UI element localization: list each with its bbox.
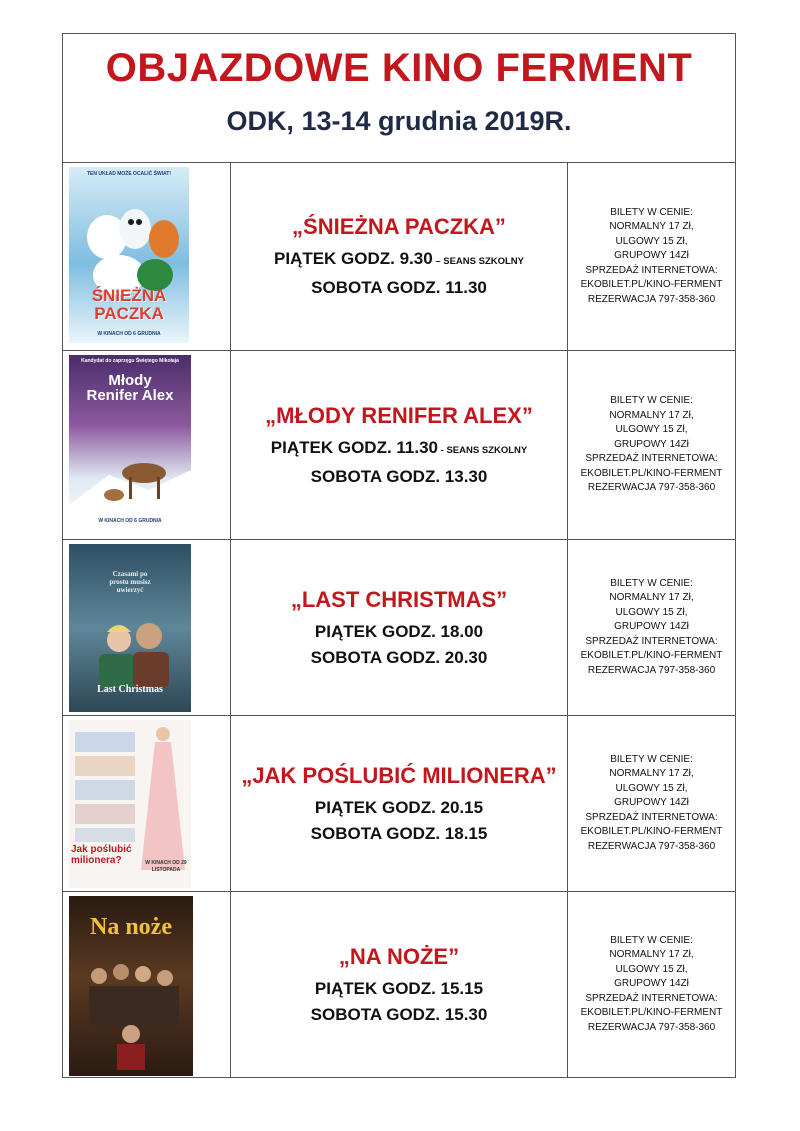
poster-cell xyxy=(63,716,231,891)
info-cell xyxy=(231,540,568,715)
info-cell xyxy=(231,716,568,891)
info-cell xyxy=(231,351,568,539)
friday-showtime: PIĄTEK GODZ. 11.30 - SEANS SZKOLNY xyxy=(270,437,528,457)
poster-sniezna-paczka: TEN UKŁAD MOŻE OCALIĆ ŚWIAT! ŚNIEŻNA PACZKA W KINACH OD 6 GRUDNIA xyxy=(69,167,189,343)
saturday-showtime: SOBOTA GODZ. 20.30 xyxy=(310,647,488,667)
poster-cell xyxy=(63,351,231,539)
price-cell: BILETY W CENIE: NORMALNY 17 Zł, ULGOWY 15 Zł, GRUPOWY 14Zł SPRZEDAŻ INTERNETOWA: EKOBILET.PL/KINO-FERMENT REZERWACJA 797-358-360 xyxy=(580,577,723,676)
poster-cell xyxy=(63,163,231,350)
screening-note: – SEANS SZKOLNY xyxy=(432,256,525,267)
page-title: OBJAZDOWE KINO FERMENT xyxy=(105,46,693,90)
poster-na-noze: Na noże xyxy=(69,896,193,1076)
movie-title: „ŚNIEŻNA PACZKA” xyxy=(292,214,506,239)
movie-row-na-noze xyxy=(63,892,735,1077)
info-cell xyxy=(231,163,568,350)
friday-showtime: PIĄTEK GODZ. 9.30 – SEANS SZKOLNY xyxy=(273,249,525,268)
movie-row-last-christmas xyxy=(63,540,735,716)
price-cell: BILETY W CENIE: NORMALNY 17 Zł, ULGOWY 15 Zł, GRUPOWY 14Zł SPRZEDAŻ INTERNETOWA: EKOBILET.PL/KINO-FERMENT REZERWACJA 797-358-360 xyxy=(580,395,723,494)
movie-title: „LAST CHRISTMAS” xyxy=(290,586,508,612)
poster-mlody-renifer-alex: Kandydat do zaprzęgu Świętego Mikołaja Młody Renifer Alex W KINACH OD 6 GRUDNIA xyxy=(69,355,191,531)
friday-showtime: PIĄTEK GODZ. 18.00 xyxy=(314,621,484,641)
poster-cell xyxy=(63,892,231,1077)
poster-art xyxy=(69,896,193,1076)
movie-row-jak-poslubic-milionera xyxy=(63,716,735,892)
poster-art xyxy=(69,355,191,531)
poster-jak-poslubic-milionera: Jak poślubić milionera? W KINACH OD 29 LISTOPADA xyxy=(69,720,191,888)
saturday-showtime: SOBOTA GODZ. 13.30 xyxy=(310,466,488,486)
price-cell: BILETY W CENIE: NORMALNY 17 Zł, ULGOWY 15 Zł, GRUPOWY 14Zł SPRZEDAŻ INTERNETOWA: EKOBILET.PL/KINO-FERMENT REZERWACJA 797-358-360 xyxy=(580,753,723,852)
saturday-showtime: SOBOTA GODZ. 11.30 xyxy=(311,278,487,297)
page-subtitle: ODK, 13-14 grudnia 2019R. xyxy=(226,106,572,136)
poster-last-christmas: Czasami po prostu musisz uwierzyć Last Christmas xyxy=(69,544,191,712)
schedule-sheet xyxy=(62,33,736,1078)
movie-row-sniezna-paczka xyxy=(63,163,735,351)
screening-note: - SEANS SZKOLNY xyxy=(438,444,528,456)
price-cell: BILETY W CENIE: NORMALNY 17 Zł, ULGOWY 15 Zł, GRUPOWY 14Zł SPRZEDAŻ INTERNETOWA: EKOBILET.PL/KINO-FERMENT REZERWACJA 797-358-360 xyxy=(580,934,723,1033)
movie-title: „MŁODY RENIFER ALEX” xyxy=(265,402,533,428)
header xyxy=(63,34,735,163)
info-cell xyxy=(231,892,568,1077)
saturday-showtime: SOBOTA GODZ. 15.30 xyxy=(310,1004,488,1024)
movie-title: „JAK POŚLUBIĆ MILIONERA” xyxy=(241,762,557,788)
friday-showtime: PIĄTEK GODZ. 15.15 xyxy=(314,978,484,998)
price-cell: BILETY W CENIE: NORMALNY 17 Zł, ULGOWY 15 Zł, GRUPOWY 14Zł SPRZEDAŻ INTERNETOWA: EKOBILET.PL/KINO-FERMENT REZERWACJA 797-358-360 xyxy=(580,206,723,305)
poster-cell xyxy=(63,540,231,715)
movie-title: „NA NOŻE” xyxy=(338,943,460,969)
saturday-showtime: SOBOTA GODZ. 18.15 xyxy=(310,823,488,843)
movie-row-mlody-renifer-alex xyxy=(63,351,735,540)
friday-showtime: PIĄTEK GODZ. 20.15 xyxy=(314,797,484,817)
